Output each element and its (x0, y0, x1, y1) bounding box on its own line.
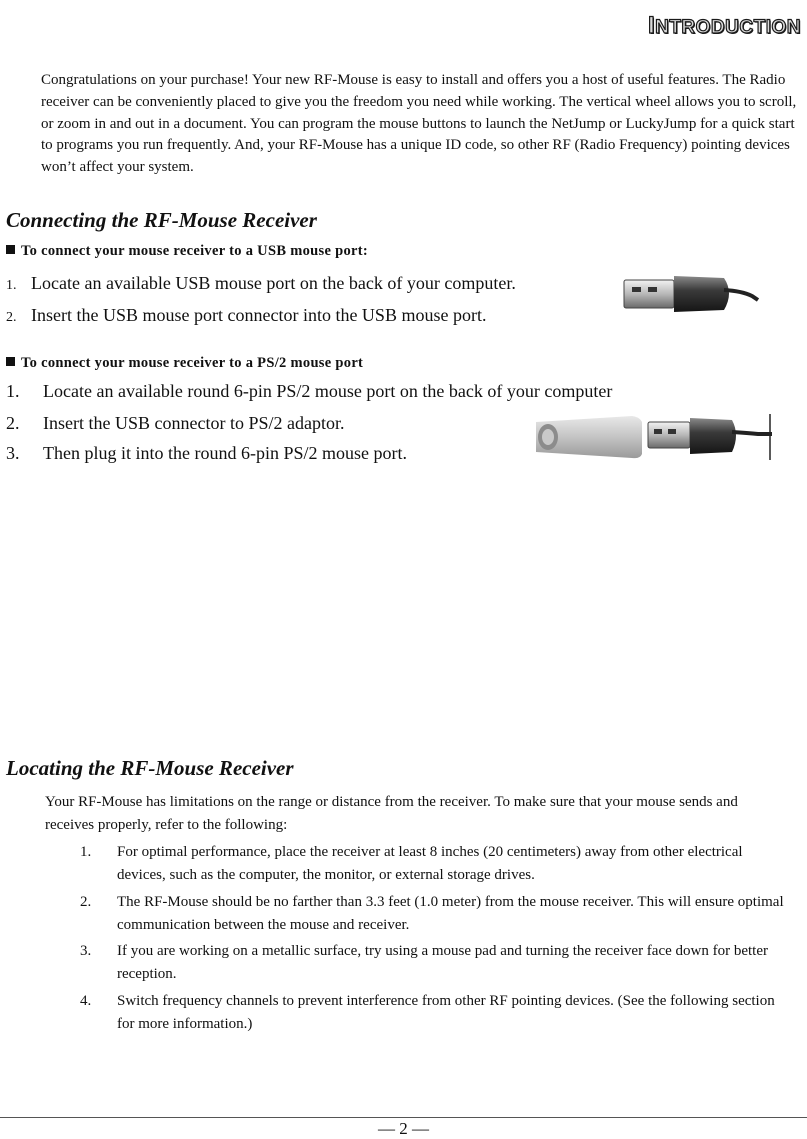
ps2-subheading (6, 355, 363, 372)
usb-subheading (6, 243, 368, 260)
ps2-step (6, 381, 612, 402)
ps2-step (6, 413, 344, 434)
usb-step (6, 273, 516, 294)
intro-paragraph: Congratulations on your purchase! Your new RF-Mouse is easy to install and offers you a host of useful features. The Radio receiver can be conveniently placed to give you the freedom you need while working. The vertical wheel allows you to scroll, or zoom in and out in a document. You can program the mouse buttons to launch the NetJump or LuckyJump for a quick start to programs you run frequently. And, your RF-Mouse has a unique ID code, so other RF (Radio Frequency) pointing devices won’t affect your system. (41, 72, 797, 176)
locating-item-num: 2. (80, 894, 92, 910)
ps2-step-text: Locate an available round 6-pin PS/2 mouse port on the back of your computer (43, 381, 613, 401)
ps2-step-num: 2. (6, 413, 20, 433)
locating-intro: Your RF-Mouse has limitations on the range or distance from the receiver. To make sure that your mouse sends and receives properly, refer to the following: (45, 794, 738, 833)
usb-connector-image (612, 266, 762, 320)
usb-step-text: Locate an available USB mouse port on the back of your computer. (31, 273, 516, 293)
header-title-initial: I (647, 12, 656, 39)
locating-item-num: 3. (80, 943, 92, 959)
square-bullet-icon (6, 245, 15, 254)
locating-item (80, 891, 790, 936)
locating-item-num: 4. (80, 993, 92, 1009)
ps2-step (6, 443, 407, 464)
usb-step (6, 305, 486, 326)
ps2-step-text: Insert the USB connector to PS/2 adaptor. (43, 413, 345, 433)
page-header-title (648, 12, 801, 40)
ps2-subheading-text: To connect your mouse receiver to a PS/2 mouse port (21, 355, 364, 371)
page-number: — 2 — (378, 1119, 429, 1138)
locating-item-text: The RF-Mouse should be no farther than 3.3 feet (1.0 meter) from the mouse receiver. This will ensure optimal communication between the mouse and receiver. (117, 894, 784, 933)
connecting-heading: Connecting the RF-Mouse Receiver (6, 208, 317, 232)
locating-item-num: 1. (80, 844, 92, 860)
locating-item-text: If you are working on a metallic surface, try using a mouse pad and turning the receiver face down for better reception. (117, 943, 768, 982)
header-title-rest: NTRODUCTION (655, 17, 801, 38)
ps2-step-text: Then plug it into the round 6-pin PS/2 mouse port. (43, 443, 407, 463)
square-bullet-icon (6, 357, 15, 366)
locating-item-text: Switch frequency channels to prevent interference from other RF pointing devices. (See the following section for more information.) (117, 993, 775, 1032)
usb-step-num: 2. (6, 310, 17, 325)
usb-step-text: Insert the USB mouse port connector into the USB mouse port. (31, 305, 487, 325)
ps2-adaptor-image (536, 412, 776, 462)
locating-item (80, 990, 790, 1035)
footer-divider (0, 1117, 807, 1118)
ps2-step-num: 3. (6, 443, 20, 463)
usb-subheading-text: To connect your mouse receiver to a USB mouse port: (21, 243, 369, 259)
ps2-step-num: 1. (6, 381, 20, 401)
locating-item-text: For optimal performance, place the receiver at least 8 inches (20 centimeters) away from other electrical devices, such as the computer, the monitor, or external storage drives. (117, 844, 743, 883)
locating-item (80, 841, 790, 886)
locating-item (80, 940, 790, 985)
locating-heading: Locating the RF-Mouse Receiver (6, 756, 294, 780)
usb-step-num: 1. (6, 278, 17, 293)
